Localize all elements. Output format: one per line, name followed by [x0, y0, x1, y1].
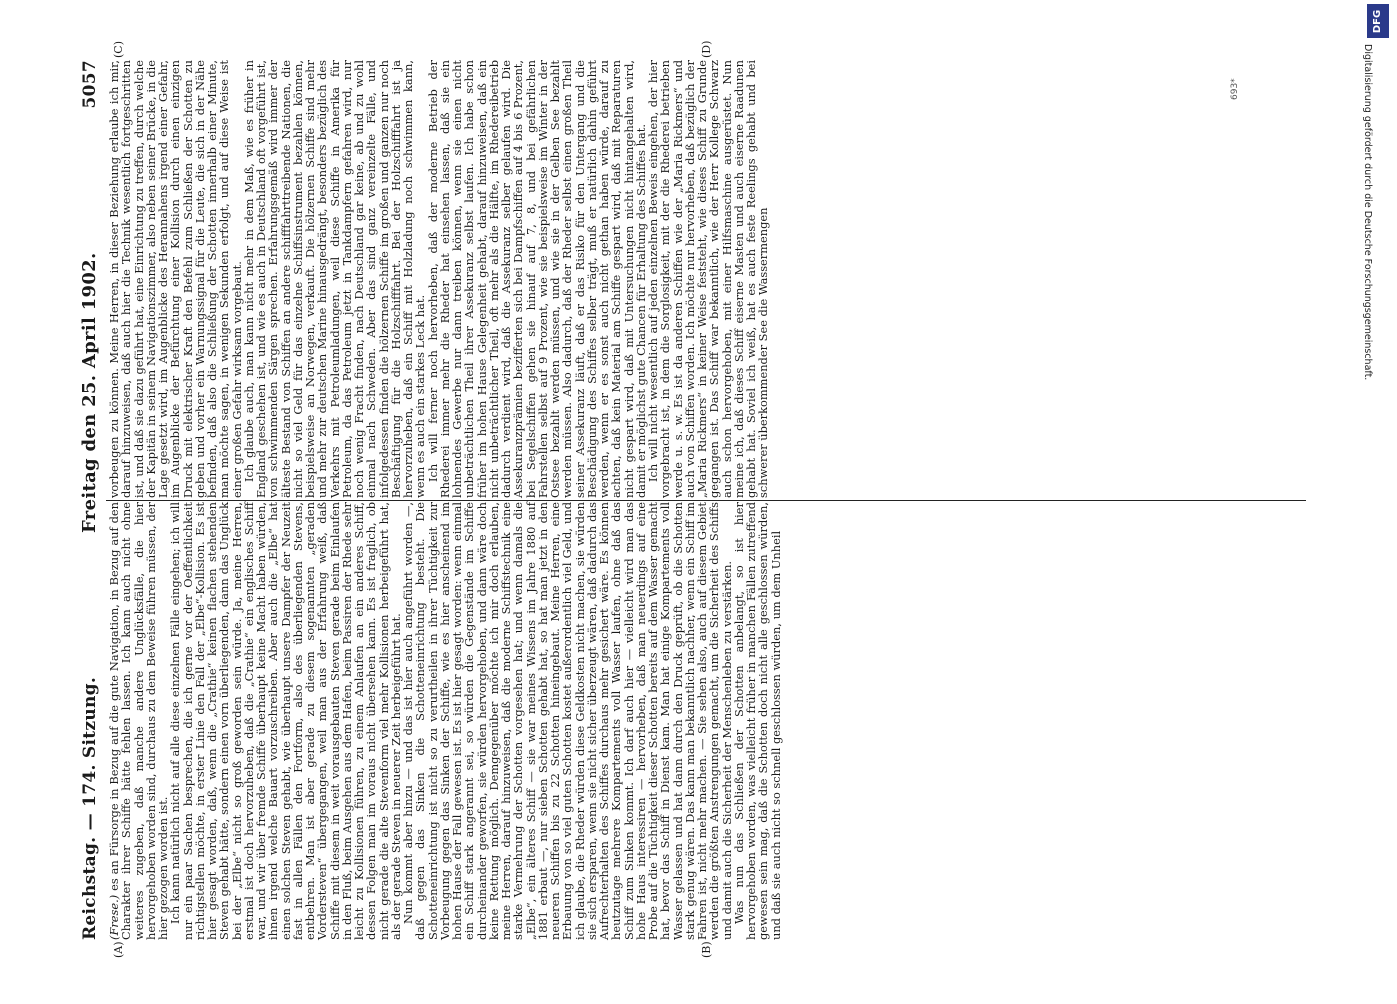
paragraph-text: vorbeugen zu können. Meine Herren, in dieser Beziehung erlaube ich mir, darauf hinzuweisen, daß auch hier die Technik wesentlich fortgeschritten ist, und daß sie dazu geführt hat, eine Einrichtung zu treffen, durch welche der Kapitän in seinem Navigationszimmer, also neben seiner Brücke, in die Lage gesetzt wird, im Augenblicke des Herannahens irgend einer Gefahr, im Augenblicke der Befürchtung einer Kollision durch einen einzigen Druck mit elektrischer Kraft den Befehl zum Schließen der Schotten zu geben und vorher ein Warnungssignal für die Leute, die sich in der Nähe befinden, daß also die Schließung der Schotten innerhalb einer Minute, man möchte sagen, in wenigen Sekunden erfolgt, und auf diese Weise ist einer großen Gefahr wirksam vorgebaut. [107, 60, 244, 498]
paragraph [169, 502, 402, 940]
paragraph-text: es an Fürsorge in Bezug auf die gute Navigation, in Bezug auf den Charakter ihrer Schiffe hätte fehlen lassen. Ich kann auch nicht ohne weiteres zugeben, daß manche andere Unglücksfälle, die hier hervorgehoben worden sind, durchaus zu dem Beweise führen müssen, der hier gezogen worden ist. [107, 502, 170, 940]
left-column [108, 502, 782, 940]
paragraph [108, 502, 169, 940]
dfg-banner [1362, 4, 1389, 999]
paragraph-text: Ich kann natürlich nicht auf alle diese einzelnen Fälle eingehen; ich will nur ein paar Sachen besprechen, die ich gerne vor der Oeffentlichkeit richtigstellen möchte, in erster Linie den Fall der „Elbe“-Kollision. Es ist hier gesagt worden, daß, wenn die „Crathie“ keinen flachen stehenden Steven gehabt hätte, sondern einen vorn überliegenden, dann das Unglück bei der „Elbe“ nicht so groß geworden sein würde. Ja, meine Herren, erstmal ist doch hervorzuheben, daß die „Crathie“ ein englisches Schiff war, und wir über fremde Schiffe überhaupt keine Macht haben würden, ihnen irgend welche Bauart vorzuschreiben. Aber auch die „Elbe“ hat einen solchen Steven gehabt, wie überhaupt unsere Dampfer der Neuzeit fast in allen Fällen den Fortform, also des überliegenden Stevens, entbehren. Man ist aber gerade zu diesem sogenannten „geraden Vordersteven“ übergegangen, weil man aus der Erfahrung weiß, daß Schiffe mit diesem in weit vorausgebauten Steven gerade beim Einlaufen in den Fluß, beim Ausgehen aus dem Hafen, beim Passiren der Rhede sehr leicht zu Kollisionen führen, zu einem Anlaufen an ein anderes Schiff, dessen Folgen man im voraus nicht übersehen kann. Es ist fraglich, ob nicht gerade die alte Stevenform viel mehr Kollisionen herbeigeführt hat, als der gerade Steven in neuerer Zeit herbeigeführt hat. [168, 502, 403, 940]
paragraph-text: Ich glaube auch, man kann nicht mehr in dem Maß, wie es früher in England geschehen ist, und wie es auch in Deutschland oft vorgeführt ist, von schwimmenden Särgen sprechen. Erfahrungsgemäß wird immer der älteste Bestand von Schiffen an andere schifffahrttreibende Nationen, die nicht so viel Geld für das einzelne Schiffsinstrument bezahlen können, beispielsweise an Norwegen, verkauft. Die hölzernen Schiffe sind mehr und mehr zur deutschen Marine hinausgedrängt, besonders bezüglich des Verkehrs mit Petroleumladungen, weil diese Schiffe in Amerika für Petroleum, da das Petroleum jetzt in Tankdampfern gefahren wird, nur noch wenig Fracht finden, nach Deutschland gar keine, ab und zu wohl einmal nach Schweden. Aber das sind ganz vereinzelte Fälle, und infolgedessen finden die hölzernen Schiffe im großen und ganzen nur noch Beschäftigung für die Holzschifffahrt. Bei der Holzschifffahrt ist ja hervorzuheben, daß ein Schiff mit Holzladung noch schwimmen kann, wenn es auch ein starkes Leck hat. [241, 60, 428, 498]
page-header [70, 60, 100, 940]
paragraph-text: Was nun das Schließen der Schotten anbelangt, so ist hier hervorgehoben worden, was vielleicht früher in manchen Fällen zutreffend gewesen sein mag, daß die Schotten doch nicht alle geschlossen würden, und daß sie auch nicht so schnell geschlossen würden, um dem Unheil [731, 502, 783, 940]
dfg-logo-text: DFG [1372, 9, 1384, 33]
paragraph-text: Ich will nicht wesentlich auf jeden einzelnen Beweis eingehen, der hier vorgebracht ist, in dem die Sorglosigkeit, mit der die Rhederei betrieben werde u. s. w. Es ist da anderen Schiffen wie der „Maria Rickmers“ und auch von Schiffen worden. Ich möchte nur hervorheben, daß bezüglich der „Maria Rickmers“ in keiner Weise feststeht, wie dieses Schiff zu Grunde gegangen ist. Das Schiff war bekanntlich, wie der Herr Kollege Schwarz auch schon hervorgehoben, mit einer Hilfsmaschine ausgerüstet. Nun meine ich, daß dieses Schiff eiserne Masten und auch eiserne Raadunen gehabt hat. Soviel ich weiß, hat es auch feste Reelings gehabt und bei schwerer überkommender See die Wassermengen [646, 60, 771, 498]
paragraph-text: Nun kommt aber hinzu — und das ist hier auch angeführt worden —, daß gegen das Sinken die Schotteneinrichtung besteht. Die Schotteneinrichtung ist nicht so zu verurtheilen in ihrer Tüchtigkeit zur Vorbeugung gegen das Sinken der Schiffe, wie es hier anscheinend im hohen Hause der Fall gewesen ist. Es ist hier gesagt worden: wenn einmal ein Schiff stark angerannt sei, so würden die Gegenstände im Schiffe durcheinander geworfen, sie würden hervorgehoben, und dann wäre doch keine Rettung möglich. Demgegenüber möchte ich mir doch erlauben, meine Herren, darauf hinzuweisen, daß die moderne Schiffstechnik eine starke Vermehrung der Schotten vorgesehen hat; und wenn damals die „Elbe“, ein älteres Schiff — sie war meines Wissens im Jahre 1880 auf 1881 erbaut —, nur sieben Schotten gehabt hat, so hat man jetzt in den neueren Schiffen bis zu 22 Schotten hineingebaut. Meine Herren, eine Erbauung von so viel guten Schotten kostet außerordentlich viel Geld, und ich glaube, die Rheder würden diese Geldkosten nicht machen, sie würden sie sich ersparen, wenn sie nicht sicher überzeugt wären, daß dadurch das Aufrechterhalten des Schiffes durchaus mehr gesichert wäre. Es können heutzutage mehrere Kompartements voll Wasser laufen, ohne daß das Schiff zum Sinken kommt. Ich darf auch hier — vielleicht wird man das hohe Haus interessiren — hervorheben, daß man neuerdings auf eine Probe auf die Tüchtigkeit dieser Schotten bereits auf dem Wasser gemacht hat, bevor das Schiff in Dienst kam. Man hat einige Kompartements voll Wasser gelassen und hat dann durch den Druck geprüft, ob die Schotten stark genug wären. Das kann man bekanntlich nachher, wenn ein Schiff im Fahren ist, nicht mehr machen. — Sie sehen also, auch auf diesem Gebiet werden die größten Anstrengungen gemacht, um die Sicherheit des Schiffs und damit auch die Sicherheit der Menschenleben zu verstärken. [401, 502, 734, 940]
page-number: 5057 [80, 60, 100, 109]
margin-marker-b: (B) [700, 941, 713, 958]
paragraph [427, 60, 648, 498]
margin-marker-c: (C) [112, 41, 125, 58]
margin-marker-d: (D) [700, 40, 713, 58]
paragraph [733, 502, 782, 940]
margin-marker-a: (A) [112, 941, 125, 958]
paragraph [647, 60, 770, 498]
header-date: Freitag den 25. April 1902. [79, 252, 100, 533]
speaker-name: (Frese.) [107, 894, 121, 940]
column-divider [106, 500, 1306, 501]
dfg-funding-note: Digitalisierung gefördert durch die Deutsche Forschungsgemeinschaft. [1362, 44, 1373, 381]
dfg-logo [1367, 4, 1389, 38]
paragraph [243, 60, 427, 498]
right-column [108, 60, 770, 498]
header-session: Reichstag. — 174. Sitzung. [80, 676, 100, 940]
paragraph [402, 502, 733, 940]
paragraph [108, 60, 243, 498]
paragraph-text: Ich will ferner noch hervorheben, daß der moderne Betrieb der Rhederei immer mehr die Rheder hat einsehen lassen, daß sie ein lohnendes Gewerbe nur dann treiben können, wenn sie einen nicht unbeträchtlichen Theil ihrer Assekuranz selbst laufen. Ich habe schon früher im hohen Hause Gelegenheit gehabt, darauf hinzuweisen, daß ein nicht unbeträchtlicher Theil, oft mehr als die Hälfte, im Rhedereibetrieb dadurch verdient wird, daß die Assekuranz selber gelaufen wird. Die Assekuranzprämien bezifferten sich bei Dampfschiffen auf 4 bis 6 Prozent, bei Segelschiffen gehen sie hinauf auf 7, 8, und bei gefährlichen Fahrstellen selbst auf 9 Prozent, wie sie beispielsweise im Winter in der Ostsee bezahlt werden müssen, und wie sie in der Gelben See bezahlt werden müssen. Also dadurch, daß der Rheder selbst einen großen Theil seiner Assekuranz läuft, daß er das Risiko für den Untergang und die Beschädigung des Schiffes selber trägt, muß er natürlich dahin geführt werden, wenn er es sonst auch nicht gethan haben würde, darauf zu achten, daß kein Material am Schiffe gespart wird, daß mit Reparaturen nicht gespart wird, daß mit Untersuchungen nicht hintangehalten wird, damit er möglichst gute Chancen für Erhaltung des Schiffes hat. [425, 60, 648, 498]
footer-number: 693* [1230, 78, 1240, 100]
